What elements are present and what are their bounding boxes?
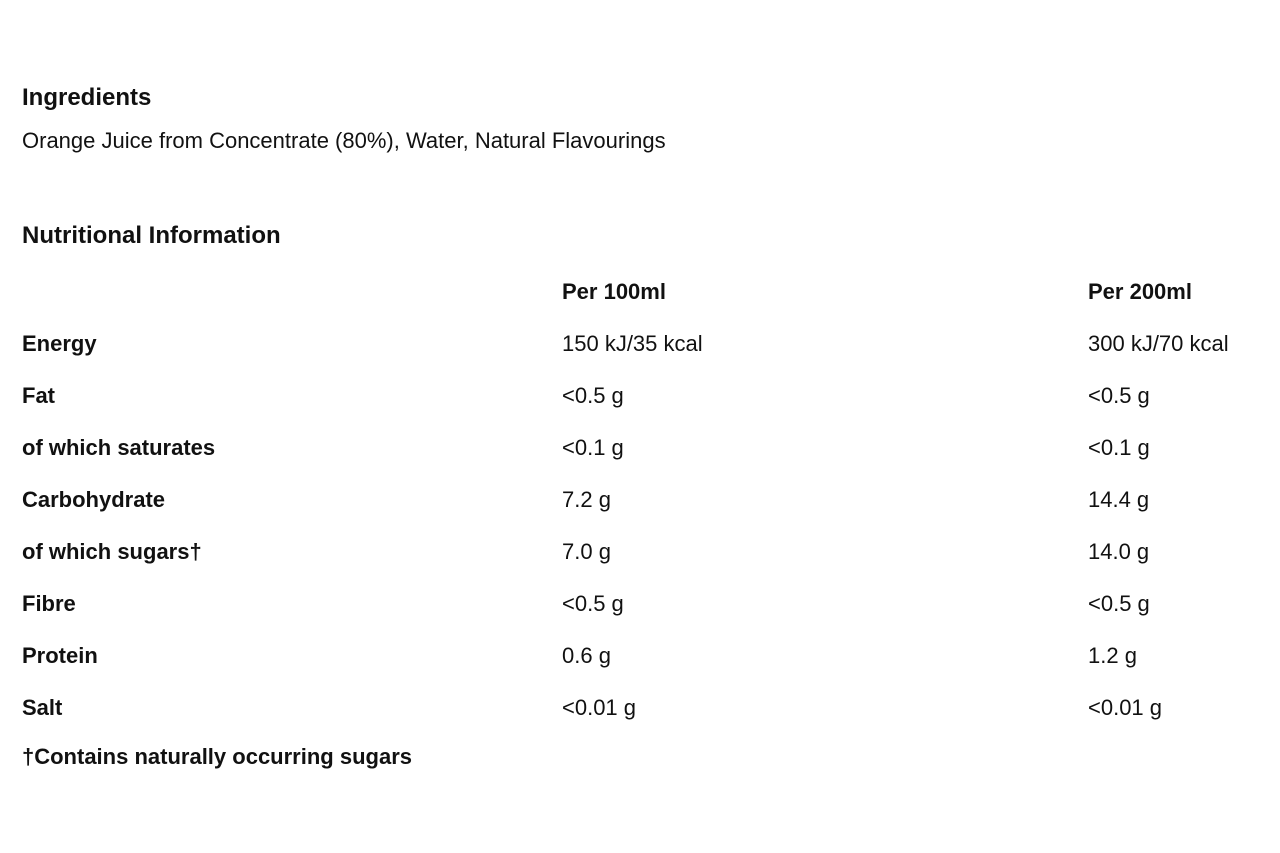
value-per-200ml: <0.01 g <box>1088 695 1163 720</box>
nutrient-name: Fibre <box>22 591 76 616</box>
value-per-200ml: <0.1 g <box>1088 435 1150 460</box>
nutrition-heading: Nutritional Information <box>22 222 281 249</box>
header-per-100ml: Per 100ml <box>562 279 666 304</box>
nutrient-name: Energy <box>22 331 97 356</box>
nutrient-name: Salt <box>22 695 63 720</box>
nutrition-row-fibre <box>22 578 1280 630</box>
ingredients-list: Orange Juice from Concentrate (80%), Water, Natural Flavourings <box>22 128 666 153</box>
value-per-100ml: <0.5 g <box>562 383 624 408</box>
nutrition-row-energy <box>22 318 1280 370</box>
sugars-footnote: †Contains naturally occurring sugars <box>22 744 412 769</box>
nutrient-name: Protein <box>22 643 98 668</box>
value-per-100ml: <0.1 g <box>562 435 624 460</box>
nutrient-name: Carbohydrate <box>22 487 166 512</box>
nutrition-row-carbohydrate <box>22 474 1280 526</box>
value-per-200ml: <0.5 g <box>1088 383 1150 408</box>
nutrient-name: of which sugars† <box>22 539 202 564</box>
value-per-200ml: <0.5 g <box>1088 591 1150 616</box>
nutrition-header-row <box>22 266 1280 318</box>
nutrition-row-fat <box>22 370 1280 422</box>
nutrient-name: Fat <box>22 383 55 408</box>
value-per-200ml: 300 kJ/70 kcal <box>1088 331 1229 356</box>
value-per-200ml: 14.0 g <box>1088 539 1150 564</box>
header-per-200ml: Per 200ml <box>1088 279 1192 304</box>
value-per-100ml: 0.6 g <box>562 643 611 668</box>
nutrition-table <box>22 266 1280 734</box>
nutrition-row-sugars <box>22 526 1280 578</box>
value-per-100ml: <0.5 g <box>562 591 624 616</box>
nutrition-row-saturates <box>22 422 1280 474</box>
value-per-100ml: <0.01 g <box>562 695 637 720</box>
ingredients-heading: Ingredients <box>22 84 152 111</box>
value-per-100ml: 7.2 g <box>562 487 611 512</box>
value-per-200ml: 1.2 g <box>1088 643 1137 668</box>
header-label <box>22 266 562 318</box>
nutrition-row-salt <box>22 682 1280 734</box>
nutrition-row-protein <box>22 630 1280 682</box>
value-per-200ml: 14.4 g <box>1088 487 1150 512</box>
nutrient-name: of which saturates <box>22 435 216 460</box>
value-per-100ml: 7.0 g <box>562 539 611 564</box>
value-per-100ml: 150 kJ/35 kcal <box>562 331 703 356</box>
